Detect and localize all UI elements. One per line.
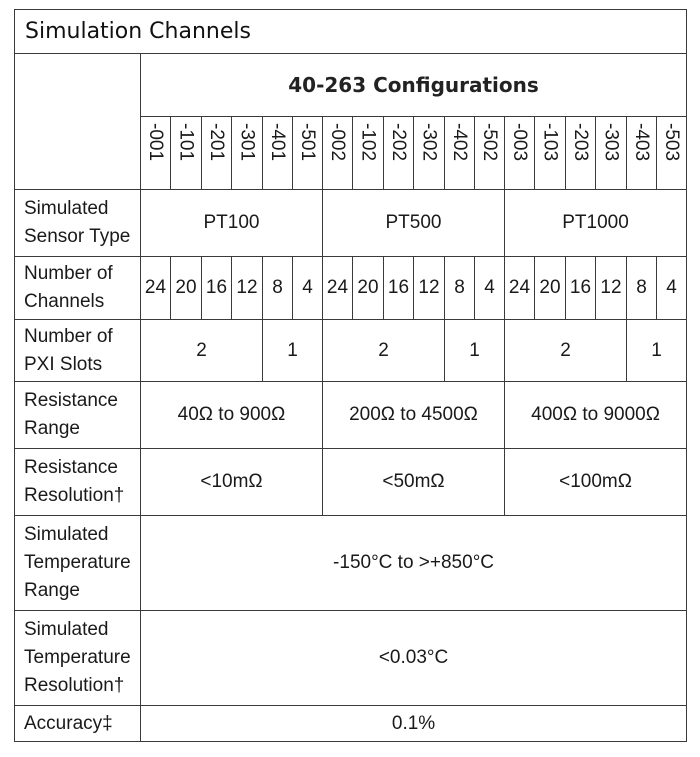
channel-count: 4: [475, 257, 505, 320]
channel-count: 4: [293, 257, 323, 320]
config-code: -503: [661, 123, 683, 162]
channel-count: 24: [323, 257, 353, 320]
channel-count: 20: [353, 257, 384, 320]
config-code: -002: [327, 123, 348, 162]
sensor-type-value: PT500: [323, 190, 505, 257]
channel-count: 16: [566, 257, 596, 320]
channel-count: 20: [171, 257, 202, 320]
resistance-resolution-row: [15, 449, 687, 516]
pxi-slots-label: Number of PXI Slots: [15, 320, 141, 382]
title-row: [15, 10, 687, 54]
config-code: -103: [539, 123, 561, 162]
sensor-type-value: PT100: [141, 190, 323, 257]
config-code: -102: [357, 123, 379, 162]
pxi-slot-count: 2: [141, 320, 263, 382]
config-code-cell: [353, 117, 384, 190]
configurations-header-row: [15, 54, 687, 117]
config-code-cell: [475, 117, 505, 190]
resistance-resolution-value: <100mΩ: [505, 449, 687, 516]
config-code: -003: [509, 123, 530, 162]
config-code: -403: [631, 123, 652, 162]
sensor-type-label: Simulated Sensor Type: [15, 190, 141, 257]
config-code: -501: [297, 123, 318, 162]
config-code-cell: [384, 117, 414, 190]
config-code-cell: [505, 117, 535, 190]
channel-count: 8: [445, 257, 475, 320]
config-code-cell: [627, 117, 657, 190]
temperature-resolution-row: [15, 611, 687, 706]
channel-count: 16: [384, 257, 414, 320]
pxi-slot-count: 1: [445, 320, 505, 382]
config-code-cell: [535, 117, 566, 190]
temperature-range-value: -150°C to >+850°C: [141, 516, 687, 611]
config-code-cell: [566, 117, 596, 190]
pxi-slots-row: [15, 320, 687, 382]
corner-cell: [15, 54, 141, 190]
config-code: -402: [449, 123, 470, 162]
config-code-cell: [171, 117, 202, 190]
resistance-resolution-value: <50mΩ: [323, 449, 505, 516]
simulation-channels-table: [14, 9, 687, 742]
accuracy-label: Accuracy‡: [15, 706, 141, 742]
simulation-channels-spec-table-wrapper: [14, 9, 686, 742]
channel-count: 20: [535, 257, 566, 320]
config-code: -301: [236, 123, 258, 162]
temperature-resolution-label: Simulated Temperature Resolution†: [15, 611, 141, 706]
channel-count: 12: [596, 257, 627, 320]
channels-label: Number of Channels: [15, 257, 141, 320]
config-code-cell: [202, 117, 232, 190]
configurations-header: 40-263 Configurations: [141, 54, 687, 117]
channel-count: 16: [202, 257, 232, 320]
config-code-cell: [414, 117, 445, 190]
resistance-range-value: 200Ω to 4500Ω: [323, 382, 505, 449]
channel-count: 4: [657, 257, 687, 320]
config-code-cell: [263, 117, 293, 190]
config-code-cell: [141, 117, 171, 190]
temperature-resolution-value: <0.03°C: [141, 611, 687, 706]
pxi-slot-count: 1: [263, 320, 323, 382]
config-code: -303: [600, 123, 622, 162]
resistance-range-label: Resistance Range: [15, 382, 141, 449]
config-code-cell: [657, 117, 687, 190]
resistance-resolution-label: Resistance Resolution†: [15, 449, 141, 516]
config-code-cell: [445, 117, 475, 190]
channels-row: [15, 257, 687, 320]
config-code: -401: [267, 123, 288, 162]
channel-count: 12: [414, 257, 445, 320]
pxi-slot-count: 2: [323, 320, 445, 382]
config-code: -201: [206, 123, 227, 162]
sensor-type-value: PT1000: [505, 190, 687, 257]
resistance-range-value: 400Ω to 9000Ω: [505, 382, 687, 449]
channel-count: 8: [263, 257, 293, 320]
channel-count: 24: [505, 257, 535, 320]
temperature-range-row: [15, 516, 687, 611]
temperature-range-label: Simulated Temperature Range: [15, 516, 141, 611]
pxi-slot-count: 2: [505, 320, 627, 382]
config-code: -001: [145, 123, 166, 162]
config-code: -302: [418, 123, 440, 162]
resistance-range-value: 40Ω to 900Ω: [141, 382, 323, 449]
config-code-cell: [596, 117, 627, 190]
config-code: -203: [570, 123, 591, 162]
channel-count: 12: [232, 257, 263, 320]
channel-count: 8: [627, 257, 657, 320]
channel-count: 24: [141, 257, 171, 320]
accuracy-value: 0.1%: [141, 706, 687, 742]
sensor-type-row: [15, 190, 687, 257]
config-code: -502: [479, 123, 500, 162]
config-code: -202: [388, 123, 409, 162]
config-code-cell: [232, 117, 263, 190]
accuracy-row: [15, 706, 687, 742]
table-title: Simulation Channels: [15, 10, 687, 54]
resistance-range-row: [15, 382, 687, 449]
config-code: -101: [175, 123, 197, 162]
pxi-slot-count: 1: [627, 320, 687, 382]
resistance-resolution-value: <10mΩ: [141, 449, 323, 516]
config-code-cell: [323, 117, 353, 190]
config-code-cell: [293, 117, 323, 190]
